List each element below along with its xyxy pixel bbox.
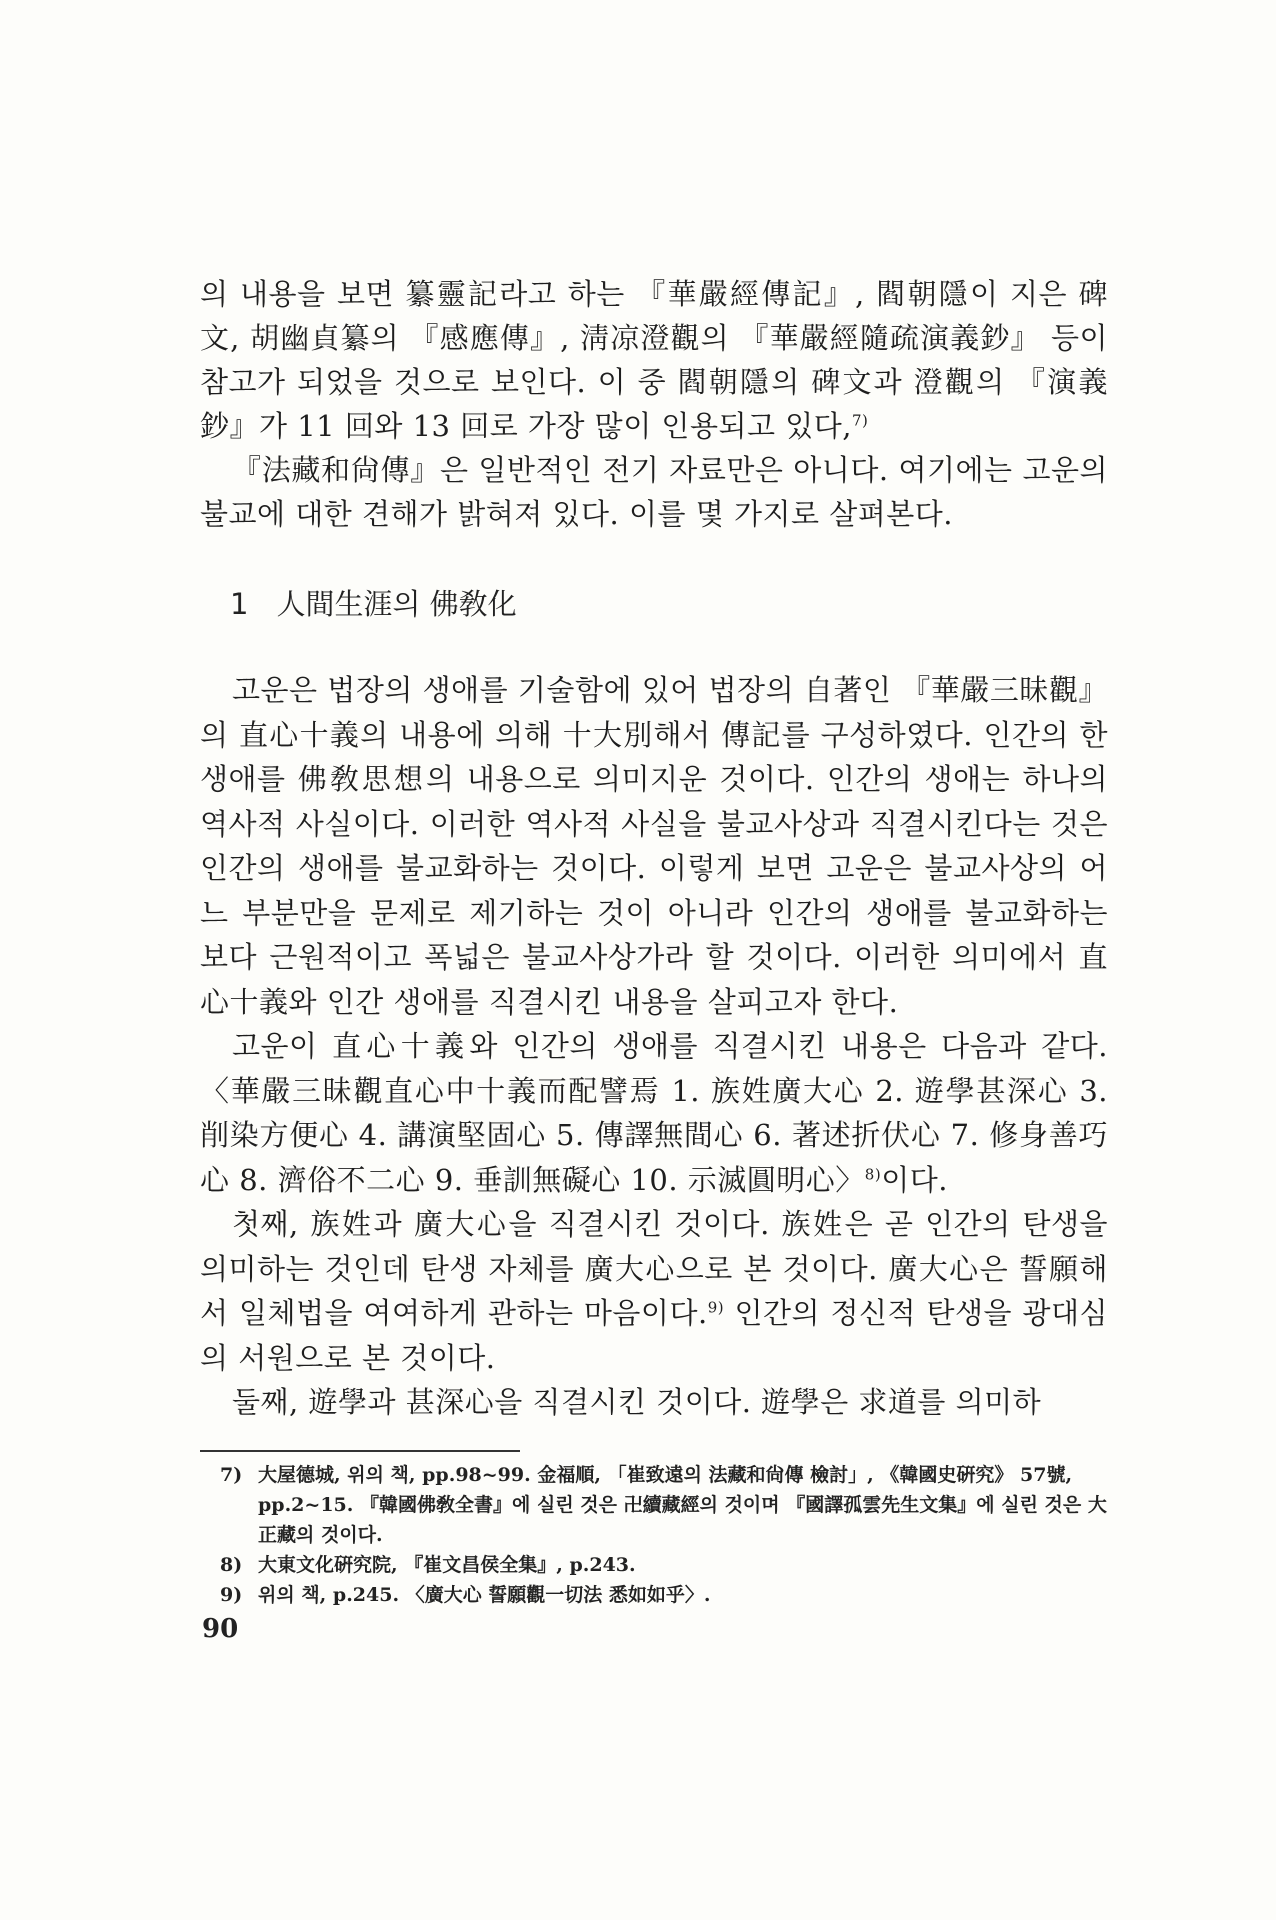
footnote-number: 8): [220, 1554, 243, 1576]
paragraph: [200, 1380, 1108, 1425]
paragraph: [200, 668, 1108, 1024]
paragraph-text: 둘째, 遊學과 甚深心을 직결시킨 것이다. 遊學은 求道를 의미하: [232, 1385, 1042, 1419]
paragraph-text: 『法藏和尙傳』은 일반적인 전기 자료만은 아니다. 여기에는 고운의 불교에 대한 견해가 밝혀져 있다. 이를 몇 가지로 살펴본다.: [200, 453, 1108, 531]
footnote-ref: 9): [707, 1298, 725, 1317]
paragraph-text: 고운이 直心十義와 인간의 생애를 직결시킨 내용은 다음과 같다. 〈華嚴三昧觀直心中十義而配譬焉 1. 族姓廣大心 2. 遊學甚深心 3. 削染方便心 4. 講演堅固心 5. 傳譯無間心 6. 著述折伏心 7. 修身善巧心 8. 濟俗不二心 9. 垂訓無礙心 10. 示滅圓明心〉: [200, 1029, 1108, 1197]
paragraph: [200, 272, 1108, 448]
body-text-top: [200, 272, 1108, 536]
footnote: [220, 1550, 1110, 1580]
footnote-text: 大屋德城, 위의 책, pp.98~99. 金福順, 「崔致遠의 法藏和尙傳 檢討」, 《韓國史硏究》 57號, pp.2~15. 『韓國佛敎全書』에 실린 것은 卍續藏經의 것이며 『國譯孤雲先生文集』에 실린 것은 大正藏의 것이다.: [258, 1464, 1107, 1546]
footnote-ref: 8): [864, 1164, 882, 1183]
footnote: [220, 1580, 1110, 1610]
footnote-number: 7): [220, 1464, 243, 1486]
footnote-text: 위의 책, p.245. 〈廣大心 誓願觀一切法 悉如如乎〉.: [258, 1584, 711, 1606]
footnotes: [220, 1460, 1110, 1610]
paragraph-text: 첫째, 族姓과 廣大心을 직결시킨 것이다. 族姓은 곧 인간의 탄생을 의미하는 것인데 탄생 자체를 廣大心으로 본 것이다. 廣大心은 誓願해서 일체법을 여여하게 관하는 마음이다.: [200, 1207, 1108, 1330]
paragraph: [200, 448, 1108, 536]
section-number: 1: [230, 587, 249, 621]
paragraph-text: 고운은 법장의 생애를 기술함에 있어 법장의 自著인 『華嚴三昧觀』의 直心十義의 내용에 의해 十大別해서 傳記를 구성하였다. 인간의 한 생애를 佛敎思想의 내용으로 의미지운 것이다. 인간의 생애는 하나의 역사적 사실이다. 이러한 역사적 사실을 불교사상과 직결시킨다는 것은 인간의 생애를 불교화하는 것이다. 이렇게 보면 고운은 불교사상의 어느 부분만을 문제로 제기하는 것이 아니라 인간의 생애를 불교화하는 보다 근원적이고 폭넓은 불교사상가라 할 것이다. 이러한 의미에서 直心十義와 인간 생애를 직결시킨 내용을 살피고자 한다.: [200, 673, 1108, 1019]
section-heading: [230, 584, 517, 624]
page-number: 90: [202, 1614, 239, 1644]
paragraph: [200, 1024, 1108, 1202]
footnote-text: 大東文化硏究院, 『崔文昌侯全集』, p.243.: [258, 1554, 636, 1576]
body-text-section: [200, 668, 1108, 1425]
paragraph-tail: 이다.: [881, 1162, 948, 1197]
paragraph-tail: 인간의 정신적 탄생을 광대심의 서원으로 본 것이다.: [200, 1296, 1108, 1375]
footnote-ref: 7): [851, 411, 869, 430]
section-title: 人間生涯의 佛敎化: [276, 587, 517, 621]
footnote-divider: [200, 1450, 520, 1452]
paragraph-text: 의 내용을 보면 纂靈記라고 하는 『華嚴經傳記』, 閻朝隱이 지은 碑文, 胡幽貞纂의 『感應傳』, 淸凉澄觀의 『華嚴經隨疏演義鈔』 등이 참고가 되었을 것으로 보인다. 이 중 閻朝隱의 碑文과 澄觀의 『演義鈔』가 11 回와 13 回로 가장 많이 인용되고 있다,: [200, 277, 1108, 443]
footnote-number: 9): [220, 1584, 243, 1606]
paragraph: [200, 1202, 1108, 1380]
footnote: [220, 1460, 1110, 1550]
